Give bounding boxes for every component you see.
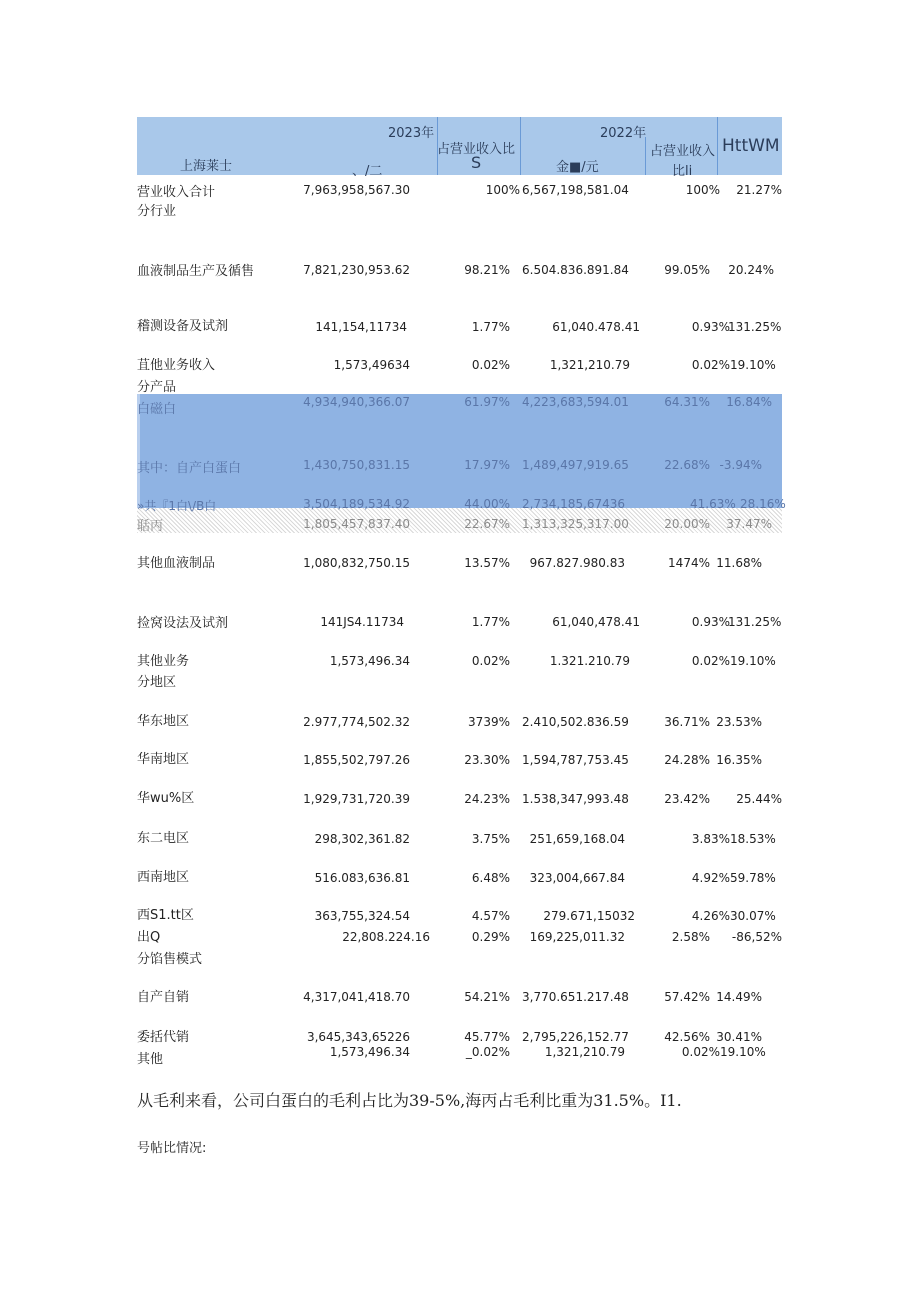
cell-p2022: 1474%: [668, 556, 710, 570]
cell-yoy: 16.35%: [716, 753, 762, 767]
cell-yoy: 20.24%: [728, 263, 774, 277]
cell-p2023: 3.75%: [471, 832, 510, 846]
cell-p2022: 4.92%: [691, 871, 730, 885]
header-unit-2022: 金■/元: [556, 160, 599, 175]
cell-yoy: 19.10%: [730, 654, 776, 668]
cell-p2023: 24.23%: [464, 792, 510, 806]
cell-yoy: 23.53%: [716, 715, 762, 729]
cell-p2022: 4.26%: [691, 909, 730, 923]
cell-yoy: 131.25%: [728, 320, 782, 334]
cell-p2022: 22.68%: [664, 458, 710, 472]
row-label: 西S1.tt区: [137, 908, 194, 923]
cell-v2022: 6,567,198,581.04: [522, 183, 629, 197]
cell-v2022: 61,040.478.41: [552, 320, 640, 334]
cell-v2022: 4,223,683,594.01: [522, 395, 629, 409]
cell-v2023: 1,573,49634: [333, 358, 410, 372]
cell-v2023: 7,963,958,567.30: [303, 183, 410, 197]
cell-yoy: -86,52%: [731, 930, 782, 944]
row-label: 苴他业务收入: [137, 358, 216, 373]
section-label: 分馅售模式: [137, 952, 203, 967]
cell-p2022: 64.31%: [664, 395, 710, 409]
cell-v2022: 279.671,15032: [543, 909, 635, 923]
row-label: 其中：自产白蛋白: [137, 461, 242, 476]
header-pct-2023: 占营业收入比: [437, 142, 516, 157]
cell-p2023: 4.57%: [471, 909, 510, 923]
cell-p2023: 1.77%: [471, 320, 510, 334]
row-label: 东二电区: [137, 831, 190, 846]
cell-v2023: 1,805,457,837.40: [303, 517, 410, 531]
header-unit-2023: 、/二: [352, 164, 383, 179]
cell-p2022: 41.63%: [690, 497, 736, 511]
cell-yoy: 28.16%: [740, 497, 786, 511]
cell-p2023: 13.57%: [464, 556, 510, 570]
section-label: 分产品: [137, 380, 177, 395]
row-label: 稽测设备及试剂: [137, 319, 229, 334]
cell-v2023: 516.083,636.81: [314, 871, 410, 885]
cell-v2022: 169,225,011.32: [529, 930, 625, 944]
cell-yoy: -3.94%: [719, 458, 762, 472]
cell-yoy: 30.07%: [730, 909, 776, 923]
cell-v2022: 2,734,185,67436: [522, 497, 626, 511]
cell-p2023: 0.29%: [471, 930, 510, 944]
cell-v2022: 3,770.651.217.48: [522, 990, 629, 1004]
cell-p2022: 24.28%: [664, 753, 710, 767]
cell-yoy: 30.41%: [716, 1030, 762, 1044]
cell-p2023: 23.30%: [464, 753, 510, 767]
cell-v2023: 141,154,11734: [315, 320, 407, 334]
cell-yoy: 37.47%: [726, 517, 772, 531]
cell-yoy: 59.78%: [730, 871, 776, 885]
header-year-2023: 2023年: [388, 126, 435, 141]
row-label: 血液制品生产及循售: [137, 264, 255, 279]
cell-yoy: 18.53%: [730, 832, 776, 846]
cell-yoy: 131.25%: [728, 615, 782, 629]
cell-v2023: 1,855,502,797.26: [303, 753, 410, 767]
cell-p2023: 54.21%: [464, 990, 510, 1004]
cell-v2023: 4,934,940,366.07: [303, 395, 410, 409]
cell-p2023: 61.97%: [464, 395, 510, 409]
cell-v2023: 298,302,361.82: [314, 832, 410, 846]
row-label: 聒丙: [137, 519, 164, 534]
header-pct-2022-line1: 占营业收入: [650, 144, 716, 159]
cell-yoy: 16.84%: [726, 395, 772, 409]
cell-v2022: 6.504.836.891.84: [522, 263, 629, 277]
header-row-label: 上海莱士: [180, 159, 233, 174]
cell-v2023: 2.977,774,502.32: [303, 715, 410, 729]
header-yoy: HttWM: [722, 136, 780, 156]
row-label: 委括代销: [137, 1030, 190, 1045]
row-label: 西南地区: [137, 870, 190, 885]
cell-p2023: 6.48%: [471, 871, 510, 885]
cell-v2023: 141JS4.11734: [320, 615, 404, 629]
cell-v2023: 7,821,230,953.62: [303, 263, 410, 277]
cell-yoy: 14.49%: [716, 990, 762, 1004]
cell-p2022: 2.58%: [671, 930, 710, 944]
cell-yoy: 19.10%: [720, 1045, 766, 1059]
cell-v2022: 61,040,478.41: [552, 615, 640, 629]
cell-p2023: 17.97%: [464, 458, 510, 472]
section-label: 分地区: [137, 675, 177, 690]
cell-yoy: 19.10%: [730, 358, 776, 372]
cell-v2022: 1.538,347,993.48: [522, 792, 629, 806]
header-pct-2022-line2: 比li: [672, 164, 693, 179]
cell-p2022: 99.05%: [664, 263, 710, 277]
cell-v2023: 1,929,731,720.39: [303, 792, 410, 806]
cell-v2023: 1,573,496.34: [329, 654, 410, 668]
header-s-mark: S: [471, 153, 482, 172]
cell-p2023: 22.67%: [464, 517, 510, 531]
cell-v2023: 3,645,343,65226: [306, 1030, 410, 1044]
cell-v2022: 251,659,168.04: [529, 832, 625, 846]
cell-p2022: 100%: [685, 183, 720, 197]
cell-p2023: 44.00%: [464, 497, 510, 511]
cell-p2022: 0.02%: [691, 654, 730, 668]
row-label: 其他: [137, 1052, 164, 1067]
cell-yoy: 21.27%: [736, 183, 782, 197]
cell-v2023: 4,317,041,418.70: [303, 990, 410, 1004]
cell-p2023: 100%: [485, 183, 520, 197]
cell-v2023: 1,080,832,750.15: [303, 556, 410, 570]
cell-p2022: 3.83%: [691, 832, 730, 846]
cell-p2022: 0.02%: [691, 358, 730, 372]
cell-v2022: 967.827.980.83: [529, 556, 625, 570]
cell-p2022: 0.93%: [691, 615, 730, 629]
cell-p2022: 36.71%: [664, 715, 710, 729]
cell-p2023: _0.02%: [465, 1045, 510, 1059]
subheading: 号帖比情况:: [137, 1141, 207, 1156]
cell-yoy: 11.68%: [716, 556, 762, 570]
cell-p2022: 23.42%: [664, 792, 710, 806]
cell-v2023: 363,755,324.54: [314, 909, 410, 923]
cell-p2022: 0.93%: [691, 320, 730, 334]
header-year-2022: 2022年: [600, 126, 647, 141]
cell-v2022: 323,004,667.84: [529, 871, 625, 885]
cell-v2023: 1,573,496.34: [329, 1045, 410, 1059]
row-label: 华东地区: [137, 714, 190, 729]
row-label: 白磁白: [137, 402, 177, 417]
row-label: »共『1白\/B白: [137, 499, 217, 513]
cell-v2022: 1,489,497,919.65: [522, 458, 629, 472]
row-label: 出Q: [137, 930, 161, 945]
row-label: 其他业务: [137, 654, 190, 669]
cell-v2022: 1,321,210.79: [544, 1045, 625, 1059]
cell-p2023: 3739%: [468, 715, 510, 729]
cell-p2023: 1.77%: [471, 615, 510, 629]
cell-p2023: 0.02%: [471, 358, 510, 372]
row-label: 华wu%区: [137, 791, 195, 806]
cell-v2022: 1,594,787,753.45: [522, 753, 629, 767]
cell-p2023: 98.21%: [464, 263, 510, 277]
section-label: 分行业: [137, 204, 177, 219]
row-label: 其他血液制品: [137, 556, 216, 571]
cell-p2022: 20.00%: [664, 517, 710, 531]
row-label: 捡窝设法及试剂: [137, 616, 229, 631]
analysis-paragraph: 从毛利来看，公司白蛋白的毛利占比为39-5%,海丙占毛利比重为31.5%。I1.: [137, 1091, 682, 1110]
cell-v2022: 2,795,226,152.77: [522, 1030, 629, 1044]
cell-v2022: 1.321.210.79: [549, 654, 630, 668]
cell-p2022: 57.42%: [664, 990, 710, 1004]
cell-v2023: 1,430,750,831.15: [303, 458, 410, 472]
row-label: 营业收入合计: [137, 185, 216, 200]
row-label: 华南地区: [137, 752, 190, 767]
cell-v2023: 22,808.224.16: [342, 930, 430, 944]
cell-v2022: 1,313,325,317.00: [522, 517, 629, 531]
cell-v2023: 3,504,189,534.92: [303, 497, 410, 511]
cell-p2023: 45.77%: [464, 1030, 510, 1044]
cell-v2022: 2.410,502.836.59: [522, 715, 629, 729]
cell-yoy: 25.44%: [736, 792, 782, 806]
cell-p2023: 0.02%: [471, 654, 510, 668]
cell-p2022: 42.56%: [664, 1030, 710, 1044]
cell-p2022: 0.02%: [681, 1045, 720, 1059]
row-label: 自产自销: [137, 990, 190, 1005]
cell-v2022: 1,321,210.79: [549, 358, 630, 372]
